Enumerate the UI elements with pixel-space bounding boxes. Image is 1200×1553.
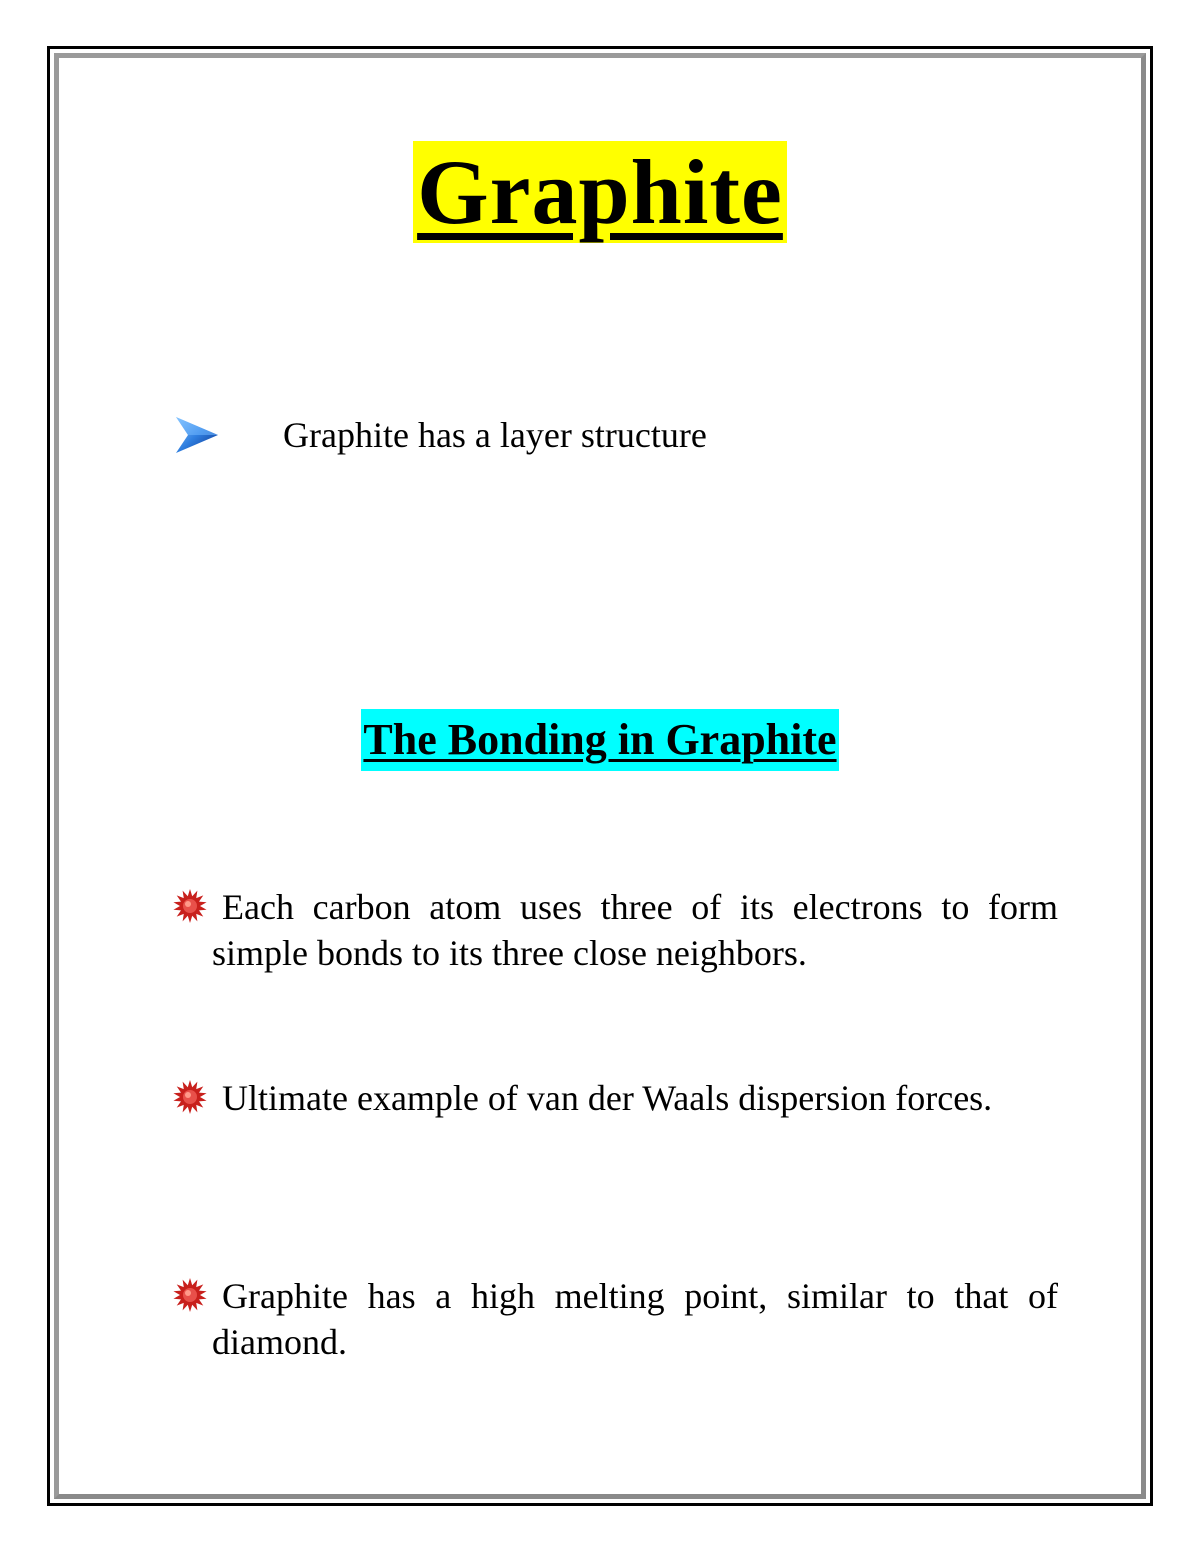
arrow-icon bbox=[174, 415, 220, 455]
list-item-text: Graphite has a high melting point, similar to that of diamond. bbox=[212, 1276, 1058, 1362]
section-heading: The Bonding in Graphite bbox=[361, 709, 838, 771]
page-title: Graphite bbox=[413, 141, 787, 243]
star-icon bbox=[172, 1079, 208, 1115]
section-heading-container bbox=[0, 709, 1200, 771]
list-item bbox=[212, 1273, 1058, 1365]
title-container bbox=[0, 141, 1200, 243]
list-item bbox=[212, 1075, 1058, 1121]
intro-bullet bbox=[174, 410, 220, 460]
list-item-text: Each carbon atom uses three of its electrons to form simple bonds to its three close neighbors. bbox=[212, 887, 1058, 973]
star-icon bbox=[172, 1277, 208, 1313]
list-item bbox=[212, 884, 1058, 976]
star-icon bbox=[172, 888, 208, 924]
intro-text: Graphite has a layer structure bbox=[283, 415, 707, 455]
list-item-text: Ultimate example of van der Waals dispersion forces. bbox=[222, 1078, 993, 1118]
